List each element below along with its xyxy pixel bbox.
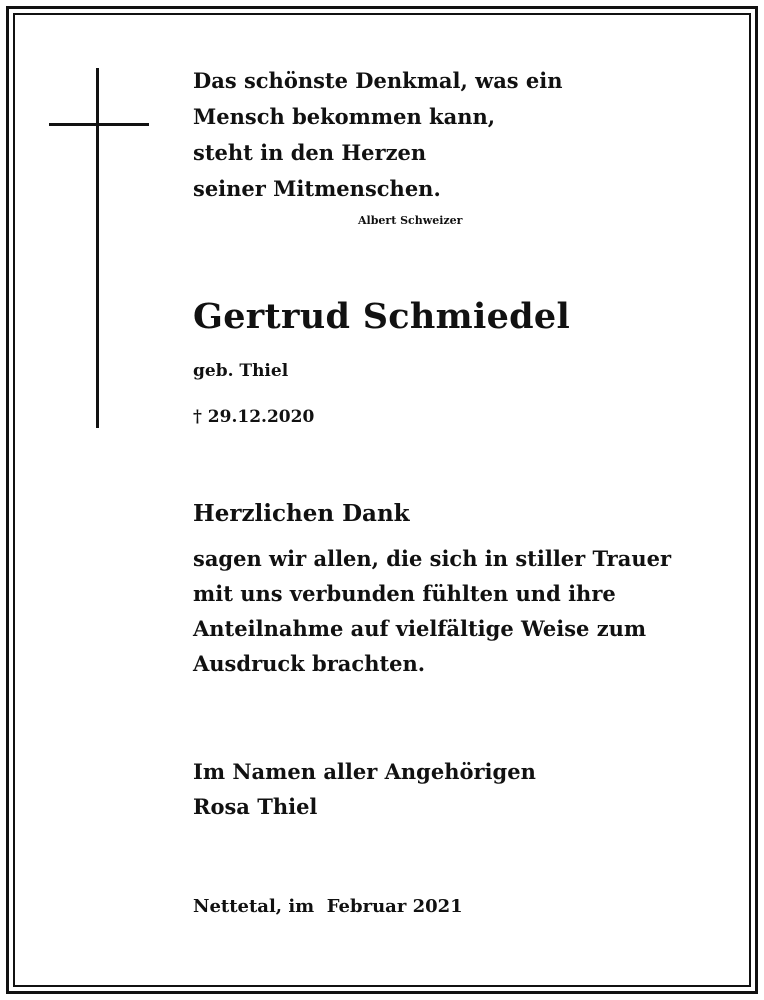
quote-line: seiner Mitmenschen. bbox=[193, 176, 441, 201]
signature-block bbox=[193, 754, 536, 824]
signature-line: Rosa Thiel bbox=[193, 794, 318, 819]
quote-line: steht in den Herzen bbox=[193, 140, 427, 165]
signature-line: Im Namen aller Angehörigen bbox=[193, 759, 536, 784]
thanks-heading: Herzlichen Dank bbox=[193, 500, 410, 527]
place-date: Nettetal, im Februar 2021 bbox=[193, 896, 463, 917]
quote-author: Albert Schweizer bbox=[358, 214, 463, 227]
thanks-line: mit uns verbunden fühlten und ihre bbox=[193, 581, 616, 606]
thanks-text bbox=[193, 541, 671, 681]
cross-vertical-bar bbox=[96, 68, 99, 428]
cross-horizontal-bar bbox=[49, 123, 149, 126]
deceased-name: Gertrud Schmiedel bbox=[193, 296, 571, 337]
memorial-quote bbox=[193, 63, 563, 207]
maiden-name: geb. Thiel bbox=[193, 361, 289, 381]
quote-line: Das schönste Denkmal, was ein bbox=[193, 68, 563, 93]
thanks-line: sagen wir allen, die sich in stiller Trauer bbox=[193, 546, 672, 571]
quote-line: Mensch bekommen kann, bbox=[193, 104, 496, 129]
thanks-line: Anteilnahme auf vielfältige Weise zum bbox=[193, 616, 647, 641]
death-date: † 29.12.2020 bbox=[193, 407, 315, 427]
thanks-line: Ausdruck brachten. bbox=[193, 651, 426, 676]
